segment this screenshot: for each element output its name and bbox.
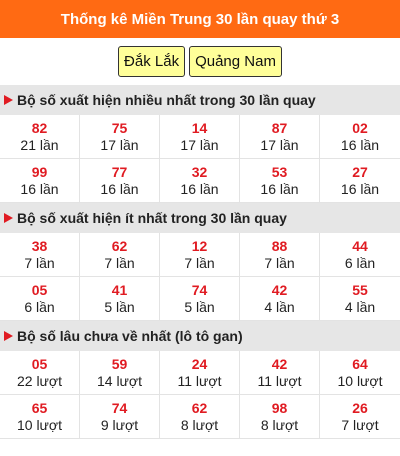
lottery-number: 05 [31,282,48,299]
number-cell [320,233,400,277]
number-cell [160,351,240,395]
lottery-number: 55 [352,282,368,299]
occurrence-count: 4 lần [344,298,376,315]
number-cell [320,159,400,203]
number-cell [0,277,80,321]
section-title-text: Bộ số xuất hiện ít nhất trong 30 lần quay [17,210,287,226]
number-grid-most-frequent [0,115,400,203]
lottery-number: 27 [352,164,368,181]
lottery-number: 59 [111,356,128,373]
section-title-longest-absent [0,321,400,351]
number-cell [80,277,160,321]
lottery-number: 65 [31,400,48,417]
section-title-least-frequent [0,203,400,233]
number-cell [240,351,320,395]
number-cell [0,115,80,159]
number-cell [80,159,160,203]
occurrence-count: 8 lượt [260,416,299,433]
region-button-dak-lak[interactable]: Đắk Lắk [118,46,185,77]
occurrence-count: 11 lượt [257,372,302,389]
occurrence-count: 17 lần [180,136,219,153]
occurrence-count: 6 lần [344,254,376,271]
lottery-number: 53 [271,164,288,181]
occurrence-count: 22 lượt [16,372,62,389]
number-cell [240,115,320,159]
region-button-quang-nam[interactable]: Quảng Nam [189,46,282,77]
lottery-number: 62 [111,238,128,255]
occurrence-count: 14 lượt [96,372,142,389]
occurrence-count: 4 lần [264,298,295,315]
number-cell [0,395,80,439]
number-cell [240,233,320,277]
lottery-number: 12 [191,238,208,255]
lottery-number: 98 [271,400,288,417]
page-header [0,0,400,38]
occurrence-count: 16 lần [180,180,219,197]
occurrence-count: 7 lần [24,254,55,271]
occurrence-count: 7 lần [264,254,295,271]
lottery-number: 64 [352,356,368,373]
occurrence-count: 16 lần [20,180,59,197]
occurrence-count: 5 lần [104,298,135,315]
occurrence-count: 7 lượt [341,416,379,433]
section-title-most-frequent [0,85,400,115]
lottery-number: 42 [271,356,288,373]
number-cell [80,233,160,277]
lottery-number: 42 [271,282,288,299]
lottery-number: 44 [352,238,368,255]
occurrence-count: 10 lượt [337,372,383,389]
occurrence-count: 6 lần [24,298,55,315]
occurrence-count: 16 lần [260,180,299,197]
number-cell [80,115,160,159]
number-cell [240,395,320,439]
number-cell [240,277,320,321]
lottery-number: 41 [111,282,128,299]
number-cell [0,159,80,203]
number-cell [160,233,240,277]
lottery-number: 99 [31,164,48,181]
lottery-number: 87 [271,120,288,137]
occurrence-count: 5 lần [184,298,215,315]
occurrence-count: 16 lần [340,180,380,197]
number-cell [160,115,240,159]
page-title: Thống kê Miền Trung 30 lần quay thứ 3 [60,10,340,28]
lottery-number: 38 [31,238,48,255]
number-grid-least-frequent [0,233,400,321]
occurrence-count: 17 lần [100,136,139,153]
lottery-number: 82 [31,120,48,137]
lottery-number: 88 [271,238,288,255]
triangle-bullet-icon [4,331,13,341]
lottery-number: 02 [352,120,368,137]
lottery-number: 14 [191,120,208,137]
lottery-number: 62 [191,400,208,417]
number-cell [80,395,160,439]
region-selector [0,38,400,85]
number-cell [320,115,400,159]
number-cell [80,351,160,395]
lottery-number: 05 [31,356,48,373]
number-cell [0,233,80,277]
lottery-number: 74 [111,400,128,417]
number-cell [320,277,400,321]
number-cell [160,395,240,439]
number-cell [160,277,240,321]
occurrence-count: 10 lượt [16,416,62,433]
lottery-number: 74 [191,282,208,299]
lottery-number: 32 [191,164,208,181]
lottery-number: 77 [111,164,128,181]
triangle-bullet-icon [4,213,13,223]
occurrence-count: 17 lần [260,136,299,153]
number-cell [160,159,240,203]
occurrence-count: 16 lần [100,180,139,197]
statistics-sections [0,85,400,439]
number-grid-longest-absent [0,351,400,439]
number-cell [320,351,400,395]
number-cell [320,395,400,439]
occurrence-count: 7 lần [104,254,135,271]
occurrence-count: 9 lượt [100,416,139,433]
lottery-number: 75 [111,120,128,137]
occurrence-count: 7 lần [184,254,215,271]
lottery-number: 26 [352,400,368,417]
section-title-text: Bộ số lâu chưa về nhất (lô tô gan) [17,328,243,344]
number-cell [240,159,320,203]
triangle-bullet-icon [4,95,13,105]
occurrence-count: 11 lượt [177,372,222,389]
number-cell [0,351,80,395]
occurrence-count: 21 lần [20,136,59,153]
occurrence-count: 8 lượt [180,416,219,433]
occurrence-count: 16 lần [340,136,380,153]
lottery-number: 24 [191,356,208,373]
section-title-text: Bộ số xuất hiện nhiều nhất trong 30 lần quay [17,92,316,108]
